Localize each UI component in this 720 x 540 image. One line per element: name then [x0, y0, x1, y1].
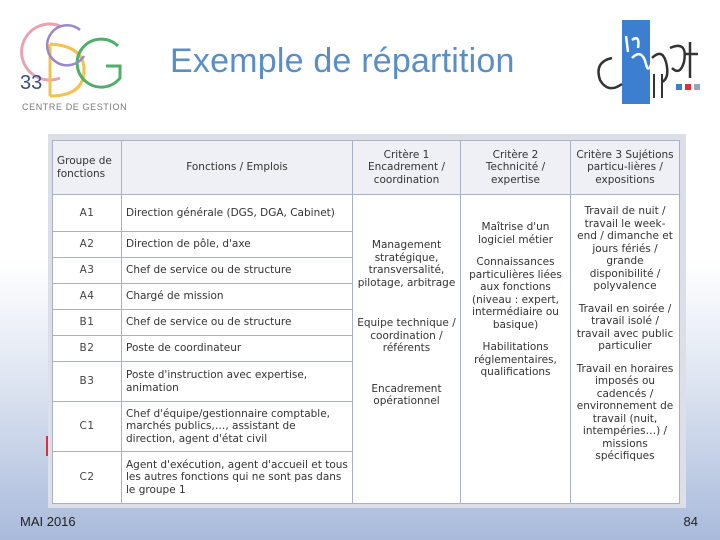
row-function: Chef d'équipe/gestionnaire comptable, marchés publics,…, assistant de direction, agent d'état civil [122, 402, 353, 452]
crit1-item: Equipe technique / coordination / référents [357, 317, 456, 354]
crit1-item: Management stratégique, transversalité, pilotage, arbitrage [357, 239, 456, 289]
row-function: Agent d'exécution, agent d'accueil et tous les autres fonctions qui ne sont pas dans le groupe 1 [122, 452, 353, 504]
crit2-item: Connaissances particulières liées aux fonctions (niveau : expert, intermédiaire ou basique) [469, 256, 562, 331]
crit3-item: Travail de nuit / travail le week-end / dimanche et jours fériés / grande disponibilité / polyvalence [577, 205, 673, 292]
crit2-item: Habilitations réglementaires, qualifications [474, 341, 557, 378]
row-function: Chef de service ou de structure [122, 258, 353, 284]
repartition-table [52, 140, 680, 504]
crit1-item: Encadrement opérationnel [371, 382, 442, 407]
row-code: A3 [53, 258, 122, 284]
row-code: A2 [53, 232, 122, 258]
crit3-item: Travail en soirée / travail isolé / travail avec public particulier [576, 302, 674, 352]
header-crit1: Critère 1 Encadrement / coordination [353, 141, 461, 195]
cdg-number: 33 [20, 72, 43, 94]
row-function: Poste d'instruction avec expertise, animation [122, 362, 353, 402]
row-function: Chef de service ou de structure [122, 310, 353, 336]
row-function: Chargé de mission [122, 284, 353, 310]
header-crit3: Critère 3 Sujétions particu-lières / expositions [571, 141, 680, 195]
cnfpt-logo-mark [592, 18, 710, 104]
row-function: Direction générale (DGS, DGA, Cabinet) [122, 195, 353, 232]
crit3-item: Travail en horaires imposés ou cadencés / environnement de travail (nuit, intempéries…) / missions spécifiques [576, 362, 674, 462]
crit2-item: Maîtrise d'un logiciel métier [478, 221, 553, 246]
row-code: B2 [53, 336, 122, 362]
slide-title: Exemple de répartition [170, 42, 515, 80]
row-function: Direction de pôle, d'axe [122, 232, 353, 258]
header-crit2: Critère 2 Technicité / expertise [461, 141, 571, 195]
header-functions: Fonctions / Emplois [122, 141, 353, 195]
row-code: A4 [53, 284, 122, 310]
crit3-cell [571, 195, 680, 504]
page-number: 84 [683, 514, 698, 529]
row-code: B1 [53, 310, 122, 336]
crit1-cell [353, 195, 461, 504]
row-code: C2 [53, 452, 122, 504]
cnfpt-logo [592, 18, 710, 104]
row-code: B3 [53, 362, 122, 402]
cdg33-logo [14, 16, 128, 116]
crit2-cell [461, 195, 571, 504]
row-code: A1 [53, 195, 122, 232]
row-function: Poste de coordinateur [122, 336, 353, 362]
row-code: C1 [53, 402, 122, 452]
footer-date: MAI 2016 [20, 514, 76, 529]
header-group: Groupe de fonctions [53, 141, 122, 195]
cdg-subtitle: CENTRE DE GESTION [22, 102, 128, 112]
repartition-table-frame [48, 134, 686, 508]
